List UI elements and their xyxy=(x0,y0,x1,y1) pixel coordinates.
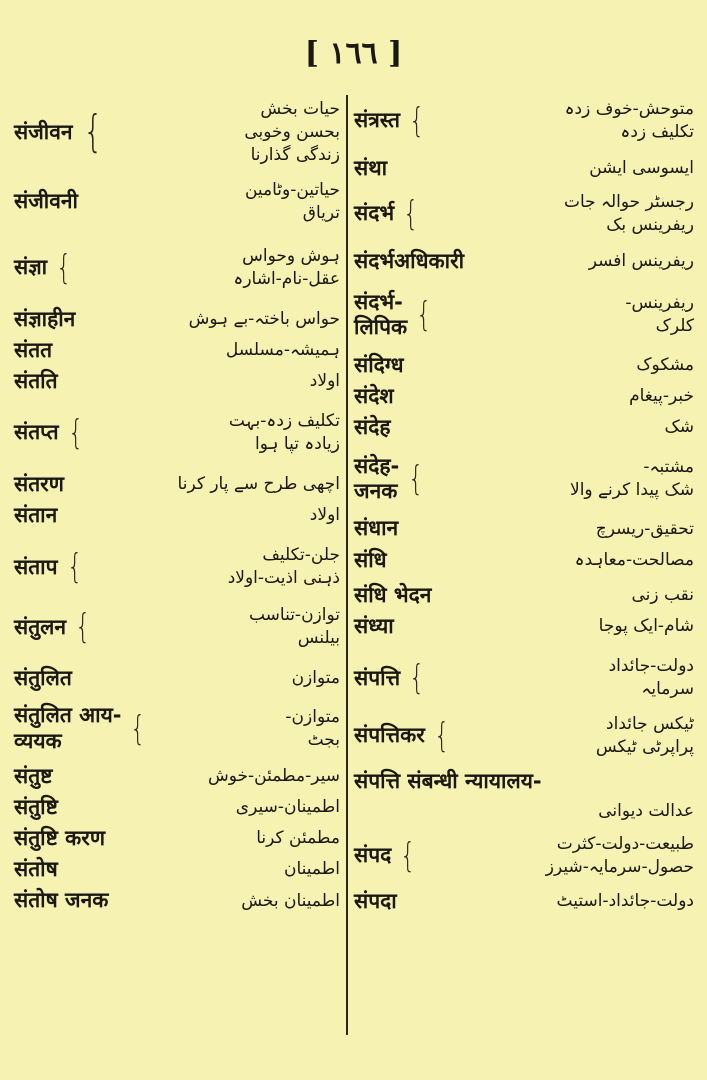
definition xyxy=(391,416,695,439)
headword-line: संतप्त xyxy=(14,420,59,445)
dictionary-entry xyxy=(354,287,694,343)
dictionary-entry xyxy=(14,304,340,335)
column-divider xyxy=(346,95,348,1035)
brace-icon: { xyxy=(434,716,450,756)
headword xyxy=(14,764,52,789)
definition xyxy=(394,385,694,408)
dictionary-entry xyxy=(14,242,340,294)
brace-icon: { xyxy=(82,106,103,158)
definition xyxy=(434,655,694,701)
definition-line: اطمینان بخش xyxy=(241,890,340,911)
headword-line: संध्या xyxy=(354,614,394,638)
headword xyxy=(14,555,58,580)
definition-line: ہوش وحواس xyxy=(242,245,340,266)
definition-line: اولاد xyxy=(309,371,340,392)
headword xyxy=(354,156,387,181)
brace-icon: { xyxy=(400,836,416,876)
dictionary-entry xyxy=(354,513,694,544)
definition xyxy=(354,800,694,823)
headword xyxy=(14,338,52,363)
headword xyxy=(14,857,58,882)
dictionary-entry xyxy=(14,885,340,916)
definition-line: زیادہ تپا ہوا xyxy=(255,434,340,455)
headword xyxy=(354,614,394,639)
definition-line: رجسٹر حوالہ جات xyxy=(563,192,694,213)
definition-line: تریاق xyxy=(302,202,340,223)
headword-line: संधि xyxy=(354,547,387,572)
brace-icon: { xyxy=(409,100,425,141)
definition xyxy=(387,549,694,572)
headword-line: संपदा xyxy=(354,888,397,913)
definition-line: طبیعت-دولت-کثرت xyxy=(556,834,694,855)
definition-line: حصول-سرمایہ-شیرز xyxy=(545,857,694,877)
dictionary-entry xyxy=(354,451,694,507)
headword-line: संतुलित xyxy=(14,666,72,691)
definition-line: عقل-نام-اشارہ xyxy=(233,268,340,289)
headword-line: संत्रस्त xyxy=(354,108,400,133)
brace-icon: { xyxy=(67,413,84,454)
headword-line: जनक xyxy=(354,479,398,504)
definition-line: ریفرینس- xyxy=(625,293,694,314)
headword xyxy=(354,583,431,608)
definition-line: اطمینان-سیری xyxy=(235,797,340,817)
headword xyxy=(14,666,72,691)
definition xyxy=(425,833,694,879)
definition-line: حیاتین-وٹامین xyxy=(244,179,340,200)
definition-line: جلن-تکلیف xyxy=(262,545,340,566)
headword xyxy=(14,420,59,445)
definition xyxy=(404,354,694,377)
dictionary-entry xyxy=(354,766,694,797)
definition-line: نقب زنی xyxy=(631,584,694,605)
definition-line: شام-ایک پوجا xyxy=(598,616,694,637)
headword xyxy=(354,415,391,440)
definition xyxy=(428,191,694,237)
dictionary-entry xyxy=(354,153,694,184)
headword-line: संदर्भअधिकारी xyxy=(354,248,465,273)
definition-line: زندگی گذارنا xyxy=(250,144,340,165)
definition xyxy=(52,765,340,788)
definition-line: دولت-جائداد xyxy=(608,656,694,677)
definition-line: پراپرٹی ٹیکس xyxy=(595,737,694,757)
definition xyxy=(441,292,694,338)
definition xyxy=(458,713,694,759)
brace-icon: { xyxy=(56,247,72,288)
dictionary-entry xyxy=(14,95,340,170)
dictionary-entry xyxy=(14,823,340,854)
definition xyxy=(431,584,694,607)
definition xyxy=(75,308,340,331)
headword-line: संदेश xyxy=(354,383,394,408)
headword-line: संधान xyxy=(354,516,399,541)
headword xyxy=(354,249,464,274)
definition xyxy=(92,410,340,456)
headword-line: संतोष जनक xyxy=(14,888,109,913)
brace-icon: { xyxy=(409,658,425,699)
headword-line: संपत्तिकर xyxy=(354,723,425,748)
definition-line: مشتبہ- xyxy=(643,457,694,478)
definition-line: ذہنی اذیت-اولاد xyxy=(227,568,340,589)
headword-line: संतुष्टि करण xyxy=(14,826,106,851)
definition-line: بحسن وخوبی xyxy=(244,121,340,142)
headword-line: संपद xyxy=(354,843,392,868)
definition xyxy=(394,615,694,638)
left-column xyxy=(14,95,340,917)
definition-line: اولاد xyxy=(309,505,340,526)
headword-line: संतत xyxy=(14,337,53,362)
definition-line: متوحش-خوف زدہ xyxy=(564,99,694,119)
definition-line: حیات بخش xyxy=(260,99,340,119)
dictionary-entry xyxy=(354,412,694,443)
definition xyxy=(52,339,340,362)
headword-line: संतति xyxy=(14,368,58,393)
headword xyxy=(354,201,394,226)
dictionary-entry xyxy=(354,611,694,642)
headword-line: संदिग्ध xyxy=(354,352,404,377)
headword-line: संताप xyxy=(14,554,58,579)
definition-line: بیلنس xyxy=(297,628,340,649)
dictionary-entry xyxy=(354,580,694,611)
definition xyxy=(155,706,340,752)
definition xyxy=(105,827,340,850)
headword-line: संतुलन xyxy=(14,614,67,639)
definition xyxy=(91,544,340,590)
headword xyxy=(14,826,105,851)
dictionary-entry xyxy=(14,601,340,653)
definition-line: تحقیق-ریسرچ xyxy=(595,518,694,539)
headword-line: संदर्भ xyxy=(354,201,395,226)
dictionary-entry xyxy=(354,830,694,882)
headword-line: संपत्ति xyxy=(354,665,401,690)
headword-line: व्ययक xyxy=(14,728,62,753)
headword-line: संजीवन xyxy=(14,119,73,144)
definition xyxy=(464,250,694,273)
headword-line: संतान xyxy=(14,503,58,528)
headword-line: संदेह xyxy=(354,414,391,439)
definition xyxy=(78,179,340,225)
headword xyxy=(354,108,400,133)
brace-icon: { xyxy=(75,607,91,648)
definition-line: سیر-مطمئن-خوش xyxy=(207,765,340,786)
definition xyxy=(108,890,340,913)
definition xyxy=(398,518,694,541)
dictionary-entry xyxy=(354,886,694,917)
definition xyxy=(113,98,340,167)
dictionary-entry xyxy=(354,652,694,704)
headword xyxy=(354,548,387,573)
headword-line: संथा xyxy=(354,155,388,180)
definition-line: اطمینان xyxy=(283,859,340,880)
definition xyxy=(387,157,694,180)
dictionary-entry xyxy=(14,663,340,694)
dictionary-entry xyxy=(354,381,694,412)
definition xyxy=(58,858,340,881)
definition-line: ریفرینس افسر xyxy=(588,251,694,272)
definition-line: مصالحت-معاہدہ xyxy=(574,549,694,570)
definition xyxy=(72,667,340,690)
headword xyxy=(354,723,425,748)
definition-line: متوازن xyxy=(291,668,340,689)
headword xyxy=(354,769,542,794)
definition-line: ریفرینس بک xyxy=(606,215,694,235)
headword xyxy=(14,888,108,913)
dictionary-entry xyxy=(14,792,340,823)
dictionary-entry xyxy=(14,761,340,792)
dictionary-entry xyxy=(14,541,340,593)
headword-line: संजीवनी xyxy=(14,189,78,214)
headword xyxy=(14,795,58,820)
definition-line: عدالت دیوانی xyxy=(598,801,694,822)
definition-line: شک پیدا کرنے والا xyxy=(570,480,694,501)
definition xyxy=(58,796,340,819)
dictionary-entry xyxy=(14,854,340,885)
definition-line: کلرک xyxy=(655,316,694,337)
definition-line: بجٹ xyxy=(307,729,340,750)
dictionary-entry xyxy=(354,545,694,576)
dictionary-entry xyxy=(354,246,694,277)
headword-line: संधि भेदन xyxy=(354,582,432,607)
brace-icon: { xyxy=(403,194,419,234)
headword xyxy=(14,703,121,753)
headword-line: संदर्भ- xyxy=(354,290,403,315)
headword-line: संपत्ति संबन्धी न्यायालय- xyxy=(354,768,542,793)
definition-line: متوازن- xyxy=(285,706,340,727)
dictionary-entry xyxy=(354,797,694,826)
headword-line: संतरण xyxy=(14,472,64,496)
headword-line: संज्ञा xyxy=(14,255,48,280)
headword-line: संतोष xyxy=(14,857,58,882)
headword xyxy=(14,503,57,528)
headword xyxy=(14,472,64,497)
definition xyxy=(57,504,340,527)
headword-line: संतुष्टि xyxy=(14,794,58,819)
definition xyxy=(433,456,694,502)
headword xyxy=(354,454,399,504)
headword xyxy=(354,516,398,541)
dictionary-entry xyxy=(14,335,340,366)
definition xyxy=(434,98,694,144)
headword xyxy=(14,255,47,280)
definition xyxy=(397,890,694,913)
dictionary-entry xyxy=(14,407,340,459)
brace-icon: { xyxy=(130,708,146,749)
brace-icon: { xyxy=(66,547,82,588)
headword xyxy=(14,615,66,640)
headword-line: संज्ञाहीन xyxy=(14,306,76,331)
definition-line: دولت-جائداد-استیٹ xyxy=(556,891,694,912)
headword xyxy=(14,369,58,394)
definition-line: ہمیشہ-مسلسل xyxy=(225,339,340,360)
headword-line: संतुलित आय- xyxy=(14,703,122,728)
definition-line: مطمئن کرنا xyxy=(256,828,340,849)
dictionary-entry xyxy=(14,500,340,531)
headword xyxy=(354,843,391,868)
definition-line: تکلیف زدہ xyxy=(620,121,694,142)
dictionary-entry xyxy=(14,366,340,397)
definition xyxy=(58,370,340,393)
definition-line: ٹیکس جائداد xyxy=(606,714,694,735)
dictionary-entry xyxy=(14,469,340,500)
headword xyxy=(354,889,397,914)
headword xyxy=(354,353,404,378)
definition-line: سرمایہ xyxy=(641,679,694,700)
dictionary-entry xyxy=(354,350,694,381)
definition-line: ایسوسی ایشن xyxy=(589,158,694,178)
headword xyxy=(354,290,407,340)
right-column xyxy=(354,95,694,917)
headword xyxy=(354,666,400,691)
dictionary-entry xyxy=(354,95,694,147)
headword xyxy=(14,307,75,332)
definition-line: حواس باختہ-بے ہوش xyxy=(188,308,340,329)
headword xyxy=(14,189,78,214)
dictionary-entry xyxy=(14,700,340,756)
definition-line: تکلیف زدہ-بہت xyxy=(228,411,340,432)
headword-line: संतुष्ट xyxy=(14,763,53,788)
headword xyxy=(14,120,73,145)
dictionary-entry xyxy=(354,188,694,240)
definition xyxy=(81,245,340,291)
headword-line: संदेह- xyxy=(354,454,400,479)
headword-line: लिपिक xyxy=(354,315,408,340)
definition-line: توازن-تناسب xyxy=(248,605,340,626)
dictionary-entry xyxy=(354,710,694,762)
definition-line: اچھی طرح سے پار کرنا xyxy=(177,474,340,495)
definition-line: خبر-پیغام xyxy=(629,385,694,406)
definition-line: مشکوک xyxy=(636,354,694,375)
headword xyxy=(354,384,394,409)
definition-line: شک xyxy=(664,417,694,437)
page-number: [ ١٦٦ ] xyxy=(304,36,403,71)
definition xyxy=(100,604,340,650)
brace-icon: { xyxy=(416,295,432,336)
brace-icon: { xyxy=(408,459,424,500)
dictionary-entry xyxy=(14,176,340,228)
definition xyxy=(64,473,340,496)
